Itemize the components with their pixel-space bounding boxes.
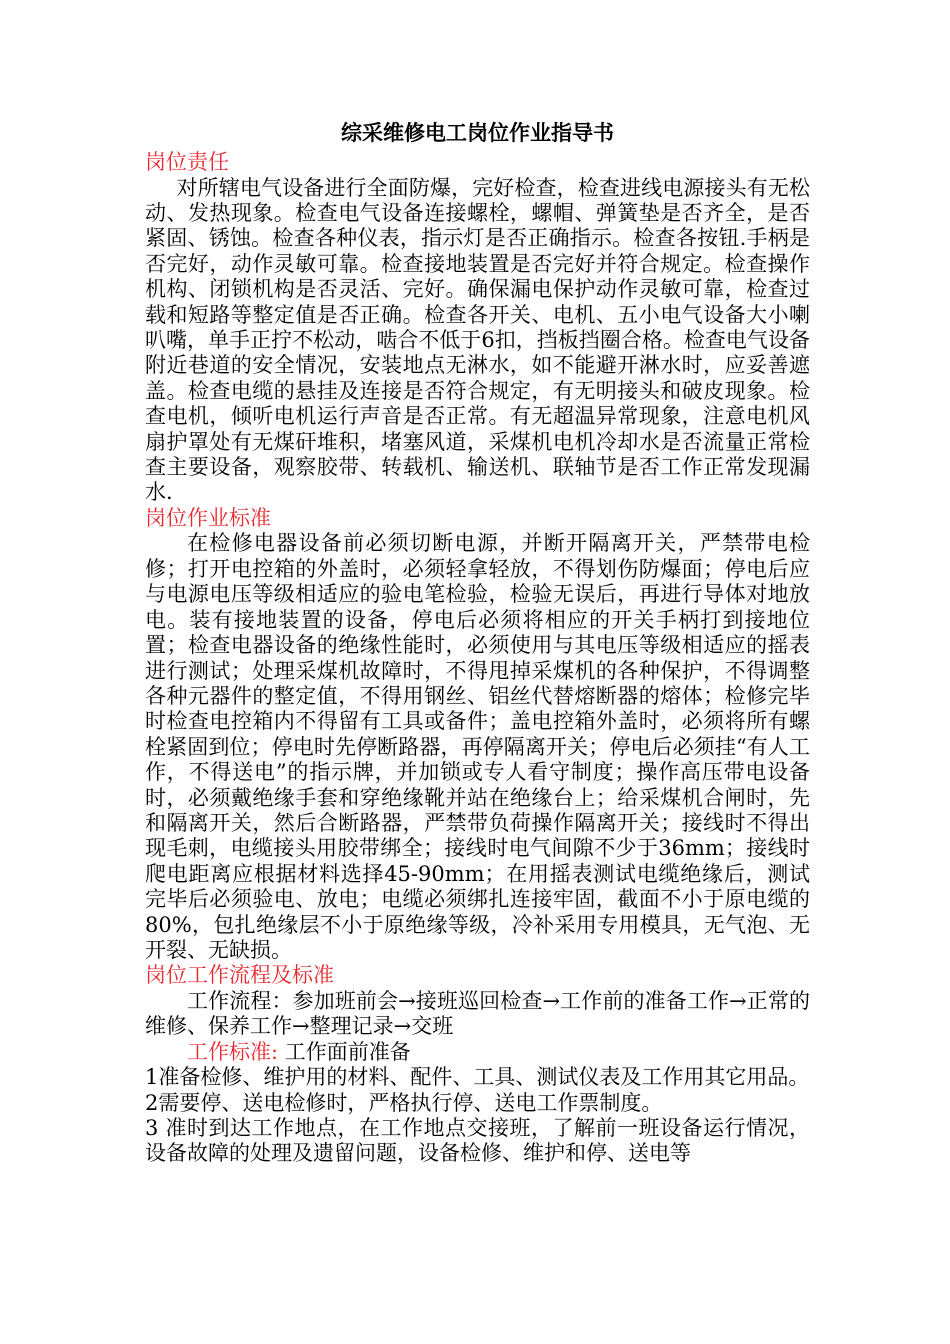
- section-heading-workflow: 岗位工作流程及标准: [145, 963, 334, 988]
- workflow-text: 工作流程：参加班前会→接班巡回检查→工作前的准备工作→正常的维修、保养工作→整理记录→交班: [145, 988, 810, 1039]
- work-standard-line: [145, 1040, 810, 1065]
- list-item: 1准备检修、维护用的材料、配件、工具、测试仪表及工作用其它用品。: [145, 1065, 810, 1090]
- list-item: 3 准时到达工作地点，在工作地点交接班，了解前一班设备运行情况，设备故障的处理及遗留问题，设备检修、维护和停、送电等: [145, 1116, 810, 1166]
- document-page: [145, 118, 810, 1167]
- work-standard-text: 工作面前准备: [284, 1039, 411, 1064]
- section-body-work-standard: 在检修电器设备前必须切断电源，并断开隔离开关，严禁带电检修；打开电控箱的外盖时，必须轻拿轻放，不得划伤防爆面；停电后应与电源电压等级相适应的验电笔检验，检验无误后，再进行导体对地放电。装有接地装置的设备，停电后必须将相应的开关手柄打到接地位置；检查电器设备的绝缘性能时，必须使用与其电压等级相适应的摇表进行测试；处理采煤机故障时，不得甩掉采煤机的各种保护，不得调整各种元器件的整定值，不得用钢丝、铝丝代替熔断器的熔体；检修完毕时检查电控箱内不得留有工具或备件；盖电控箱外盖时，必须将所有螺栓紧固到位；停电时先停断路器，再停隔离开关；停电后必须挂“有人工作，不得送电”的指示牌，并加锁或专人看守制度；操作高压带电设备时，必须戴绝缘手套和穿绝缘靴并站在绝缘台上；给采煤机合闸时，先和隔离开关，然后合断路器，严禁带负荷操作隔离开关；接线时不得出现毛刺，电缆接头用胶带绑全；接线时电气间隙不少于36mm；接线时爬电距离应根据材料选择45-90mm；在用摇表测试电缆绝缘后，测试完毕后必须验电、放电；电缆必须绑扎连接牢固，截面不小于原电缆的80%，包扎绝缘层不小于原绝缘等级，冷补采用专用模具，无气泡、无开裂、无缺损。: [145, 531, 810, 962]
- document-title: 综采维修电工岗位作业指导书: [341, 120, 614, 145]
- work-standard-label: 工作标准:: [187, 1039, 279, 1064]
- section-body-responsibility: 对所辖电气设备进行全面防爆，完好检查，检查进线电源接头有无松动、发热现象。检查电气设备连接螺栓，螺帽、弹簧垫是否齐全，是否紧固、锈蚀。检查各种仪表，指示灯是否正确指示。检查各按钮.手柄是否完好，动作灵敏可靠。检查接地装置是否完好并符合规定。检查操作机构、闭锁机构是否灵活、完好。确保漏电保护动作灵敏可靠，检查过载和短路等整定值是否正确。检查各开关、电机、五小电气设备大小喇叭嘴，单手正拧不松动，啮合不低于6扣，挡板挡圈合格。检查电气设备附近巷道的安全情况，安装地点无淋水，如不能避开淋水时，应妥善遮盖。检查电缆的悬挂及连接是否符合规定，有无明接头和破皮现象。检查电机，倾听电机运行声音是否正常。有无超温异常现象，注意电机风扇护罩处有无煤矸堆积，堵塞风道，采煤机电机冷却水是否流量正常检查主要设备，观察胶带、转载机、输送机、联轴节是否工作正常发现漏水.: [145, 175, 810, 505]
- section-heading-responsibility: 岗位责任: [145, 150, 229, 174]
- section-heading-work-standard: 岗位作业标准: [145, 505, 271, 530]
- list-item: 2需要停、送电检修时，严格执行停、送电工作票制度。: [145, 1090, 663, 1115]
